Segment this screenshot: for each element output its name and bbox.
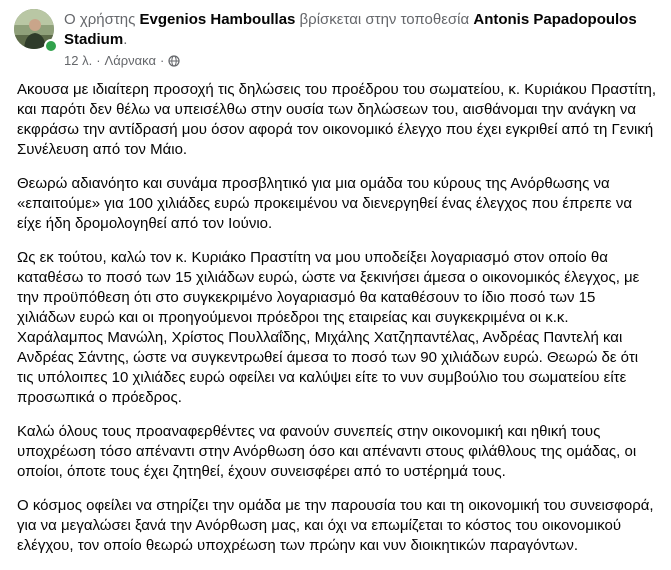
post-meta: [64, 53, 180, 69]
post-timestamp[interactable]: 12 λ.: [64, 53, 93, 68]
headline-suffix: .: [123, 31, 128, 48]
author-name-link[interactable]: Evgenios Hamboullas: [139, 11, 296, 28]
post-paragraph: Ακουσα με ιδιαίτερη προσοχή τις δηλώσεις του προέδρου του σωματείου, κ. Κυριάκου Πραστίτη, και παρότι δεν θέλω να υπεισέλθω στην ουσία των δηλώσεων του, αισθάνομαι την ανάγκη να εκφράσω την αντίδρασή μου όσον αφορά τον οικονομικό έλεγχο που έχει εγκριθεί από τη Γενική Συνέλευση από τον Μάιο.: [17, 81, 657, 158]
post-paragraph: Θεωρώ αδιανόητο και συνάμα προσβλητικό για μια ομάδα του κύρους της Ανόρθωσης να «επαιτούμε» για 100 χιλιάδες ευρώ προκειμένου να διενεργηθεί ένας έλεγχος που έπρεπε να είχε ήδη δρομολογηθεί από τον Ιούνιο.: [17, 175, 632, 232]
post-body: [17, 80, 657, 570]
post-paragraph: Ως εκ τούτου, καλώ τον κ. Κυριάκο Πραστίτη να μου υποδείξει λογαριασμό στον οποίο θα καταθέσω το ποσό των 15 χιλιάδων ευρώ, ώστε να ξεκινήσει άμεσα ο οικονομικός έλεγχος, με την προϋπόθεση ότι στο συγκεκριμένο λογαριασμό θα καταθέσουν το ίδιο ποσό των 15 χιλιάδων ευρώ και οι προηγούμενοι πρόεδροι της εταιρείας και συγκεκριμένα οι κ.κ. Χαράλαμπος Μανώλη, Χρίστος Πουλλαΐδης, Μιχάλης Χατζηπαντέλας, Ανδρέας Παντελή και Ανδρέας Σάντης, ώστε να συγκεντρωθεί άμεσα το ποσό των 90 χιλιάδων ευρώ. Θεωρώ δε ότι τις υπόλοιπες 10 χιλιάδες ευρώ οφείλει να καλύψει είτε το νυν συμβούλιο του σωματείου είτε προσωπικά ο πρόεδρος.: [17, 249, 640, 406]
location-link[interactable]: Antonis Papadopoulos Stadium: [64, 11, 637, 48]
globe-icon[interactable]: [168, 55, 180, 67]
post-place[interactable]: Λάρνακα: [104, 53, 156, 68]
post-header: [14, 9, 664, 67]
post-paragraph: Καλώ όλους τους προαναφερθέντες να φανούν συνεπείς στην οικονομική και ηθική τους υποχρέωση τόσο απέναντι στην Ανόρθωση όσο και απέναντι στους φιλάθλους της ομάδας, οι οποίοι, όποτε τους έχει ζητηθεί, έχουν συνεισφέρει από το υστέρημά τους.: [17, 423, 637, 480]
meta-separator: ·: [96, 53, 101, 68]
meta-separator-2: ·: [160, 53, 165, 68]
headline-middle: βρίσκεται στην τοποθεσία: [295, 11, 474, 28]
online-status-dot: [44, 39, 58, 53]
post-headline: [64, 10, 664, 50]
post-paragraph: Ο κόσμος οφείλει να στηρίζει την ομάδα με την παρουσία του και τη οικονομική του συνεισφορά, για να μεγαλώσει ξανά την Ανόρθωση μας, και όχι να επωμίζεται το κόστος του οικονομικού ελέγχου, τον οποίο θεωρώ υποχρέωση των πρώην και νυν διοικητικών παραγόντων.: [17, 497, 654, 554]
headline-prefix: Ο χρήστης: [64, 11, 140, 28]
